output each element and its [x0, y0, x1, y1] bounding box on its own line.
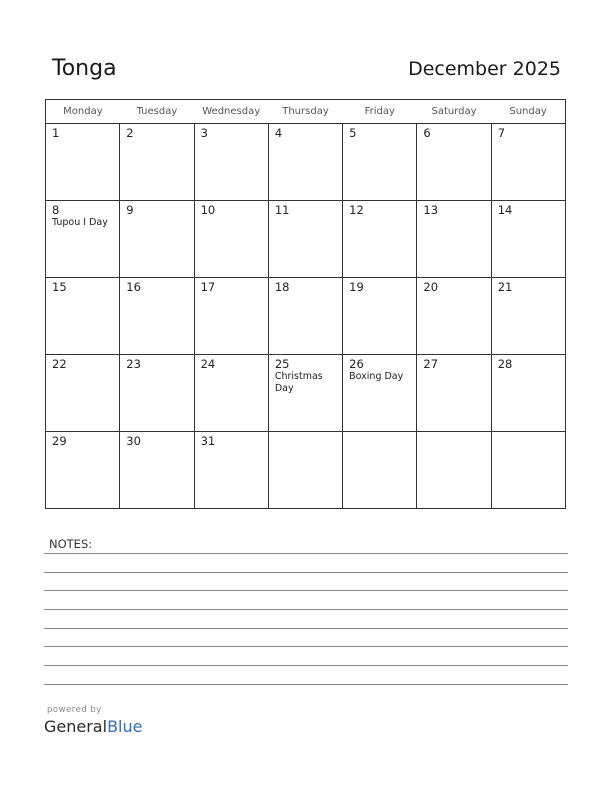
day-number: 7	[497, 126, 506, 140]
day-number: 19	[349, 280, 364, 294]
day-cell	[120, 278, 194, 355]
week-row	[46, 278, 566, 355]
day-cell	[194, 124, 268, 201]
day-cell	[491, 355, 565, 432]
day-number: 22	[52, 357, 67, 371]
day-number: 13	[423, 203, 439, 217]
calendar-grid	[45, 99, 566, 509]
day-number: 16	[126, 280, 141, 294]
weekday-wednesday: Wednesday	[194, 100, 268, 124]
day-number: 2	[126, 126, 134, 140]
day-number: 18	[274, 280, 290, 294]
day-cell	[194, 432, 268, 509]
day-cell	[46, 278, 120, 355]
note-line	[44, 628, 568, 629]
weekday-saturday: Saturday	[417, 100, 491, 124]
day-cell	[343, 124, 417, 201]
weekday-sunday: Sunday	[491, 100, 565, 124]
weekday-thursday: Thursday	[268, 100, 342, 124]
day-number: 12	[349, 203, 364, 217]
day-cell	[491, 432, 565, 509]
day-number: 27	[423, 357, 439, 371]
holiday-label: Tupou I Day	[52, 217, 108, 228]
week-row	[46, 355, 566, 432]
day-cell	[120, 355, 194, 432]
day-cell	[268, 278, 342, 355]
day-number: 9	[126, 203, 134, 217]
day-number: 21	[497, 280, 513, 294]
day-number: 1	[52, 126, 60, 140]
weekday-friday: Friday	[343, 100, 417, 124]
day-number: 8	[52, 203, 60, 217]
day-cell	[46, 355, 120, 432]
day-number: 11	[274, 203, 290, 217]
powered-by-text: powered by	[47, 705, 102, 715]
day-number	[343, 432, 416, 434]
day-cell	[46, 124, 120, 201]
day-cell	[343, 432, 417, 509]
month-title: December 2025	[408, 58, 561, 80]
day-number	[269, 432, 342, 434]
note-line	[44, 590, 568, 591]
day-cell	[343, 201, 417, 278]
day-number: 4	[274, 126, 283, 140]
day-number: 25	[274, 357, 290, 371]
day-number: 10	[200, 203, 216, 217]
notes-label: NOTES:	[49, 537, 93, 551]
note-line	[44, 684, 568, 685]
day-number: 31	[200, 434, 216, 448]
day-cell	[268, 201, 342, 278]
day-cell	[417, 278, 491, 355]
note-line	[44, 646, 568, 647]
day-cell	[491, 201, 565, 278]
logo-part-general: General	[44, 717, 108, 736]
day-number: 15	[52, 280, 67, 294]
day-cell	[268, 432, 342, 509]
weekday-monday: Monday	[46, 100, 120, 124]
holiday-label: Christmas Day	[274, 371, 323, 394]
country-title: Tonga	[52, 56, 117, 81]
day-number: 3	[200, 126, 208, 140]
weekday-header-row	[46, 100, 566, 124]
day-cell	[491, 124, 565, 201]
generalblue-logo	[44, 717, 142, 736]
calendar-body	[46, 124, 566, 509]
week-row	[46, 432, 566, 509]
day-cell	[417, 124, 491, 201]
day-cell	[46, 201, 120, 278]
day-cell	[120, 201, 194, 278]
note-line	[44, 572, 568, 573]
day-number: 28	[497, 357, 513, 371]
day-cell	[120, 432, 194, 509]
day-number	[492, 432, 565, 434]
day-number: 23	[126, 357, 141, 371]
day-number: 24	[200, 357, 216, 371]
day-number: 30	[126, 434, 141, 448]
day-cell	[194, 278, 268, 355]
day-number: 29	[52, 434, 67, 448]
day-number: 17	[200, 280, 216, 294]
day-cell	[343, 278, 417, 355]
day-cell	[417, 201, 491, 278]
day-cell	[268, 124, 342, 201]
day-cell	[194, 355, 268, 432]
weekday-tuesday: Tuesday	[120, 100, 194, 124]
day-number	[417, 432, 490, 434]
week-row	[46, 201, 566, 278]
logo-part-blue: Blue	[107, 717, 143, 736]
day-number: 14	[497, 203, 513, 217]
note-line	[44, 553, 568, 554]
day-number: 5	[349, 126, 357, 140]
note-line	[44, 665, 568, 666]
day-cell	[491, 278, 565, 355]
week-row	[46, 124, 566, 201]
day-cell	[417, 355, 491, 432]
holiday-label: Boxing Day	[349, 371, 404, 382]
day-number: 6	[423, 126, 431, 140]
day-cell	[46, 432, 120, 509]
note-line	[44, 609, 568, 610]
day-cell	[194, 201, 268, 278]
day-cell	[268, 355, 342, 432]
day-cell	[417, 432, 491, 509]
day-number: 20	[423, 280, 439, 294]
day-cell	[120, 124, 194, 201]
day-cell	[343, 355, 417, 432]
day-number: 26	[349, 357, 364, 371]
